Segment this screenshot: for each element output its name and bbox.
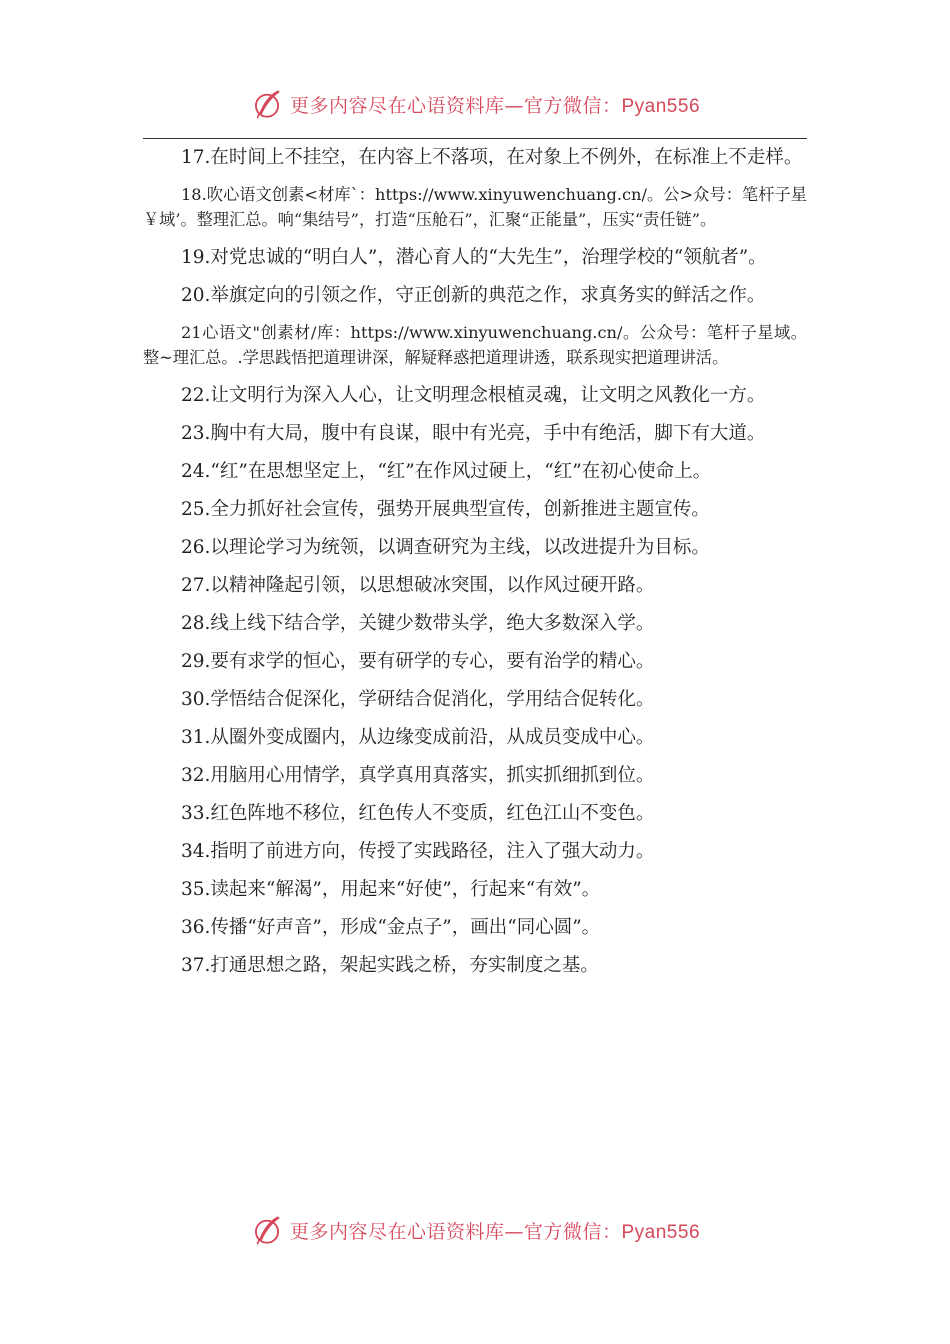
paragraph-20: 20.举旗定向的引领之作，守正创新的典范之作，求真务实的鲜活之作。 xyxy=(181,285,766,306)
paragraph-32: 32.用脑用心用情学，真学真用真落实，抓实抓细抓到位。 xyxy=(181,765,655,786)
footer-text: 更多内容尽在心语资料库—官方微信：Pyan556 xyxy=(289,1220,701,1243)
paragraph-28: 28.线上线下结合学，关键少数带头学，绝大多数深入学。 xyxy=(181,613,655,634)
paragraph-31: 31.从圈外变成圈内，从边缘变成前沿，从成员变成中心。 xyxy=(181,727,655,748)
quill-logo-icon xyxy=(250,87,284,121)
footer-banner xyxy=(0,1210,950,1250)
paragraph-36: 36.传播“好声音”，形成“金点子”，画出“同心圆”。 xyxy=(181,917,601,938)
header-banner xyxy=(0,84,950,124)
paragraph-35: 35.读起来“解渴”，用起来“好使”，行起来“有效”。 xyxy=(181,879,601,900)
paragraph-25: 25.全力抓好社会宣传，强势开展典型宣传，创新推进主题宣传。 xyxy=(181,499,710,520)
quill-logo-icon xyxy=(250,1213,284,1247)
footer-handle: Pyan556 xyxy=(621,1221,701,1243)
paragraph-19: 19.对党忠诚的“明白人”，潜心育人的“大先生”，治理学校的“领航者”。 xyxy=(181,247,767,268)
paragraph-27: 27.以精神隆起引领，以思想破冰突围，以作风过硬开路。 xyxy=(181,575,655,596)
header-divider xyxy=(143,138,807,139)
paragraph-37: 37.打通思想之路，架起实践之桥，夯实制度之基。 xyxy=(181,955,599,976)
paragraph-18: 18.吹心语文创素<材库`：https://www.xinyuwenchuang.cn/。公>众号：笔杆子星￥域’。整理汇总。响“集结号”，打造“压舱石”，汇聚“正能量”，压实“责任链”。 xyxy=(143,185,807,229)
paragraph-22: 22.让文明行为深入人心，让文明理念根植灵魂，让文明之风教化一方。 xyxy=(181,385,766,406)
paragraph-34: 34.指明了前进方向，传授了实践路径，注入了强大动力。 xyxy=(181,841,655,862)
paragraph-21: 21心语文"创素材/库：https://www.xinyuwenchuang.cn/。公众号：笔杆子星域。整~理汇总。.学思践悟把道理讲深，解疑释惑把道理讲透，联系现实把道理讲活。 xyxy=(143,323,807,367)
paragraph-29: 29.要有求学的恒心，要有研学的专心，要有治学的精心。 xyxy=(181,651,655,672)
header-text: 更多内容尽在心语资料库—官方微信：Pyan556 xyxy=(289,94,701,117)
paragraph-24: 24.“红”在思想坚定上，“红”在作风过硬上，“红”在初心使命上。 xyxy=(181,461,712,482)
header-handle: Pyan556 xyxy=(621,95,701,117)
paragraph-26: 26.以理论学习为统领，以调查研究为主线，以改进提升为目标。 xyxy=(181,537,710,558)
paragraph-17: 17.在时间上不挂空，在内容上不落项，在对象上不例外，在标准上不走样。 xyxy=(181,147,803,168)
paragraph-30: 30.学悟结合促深化，学研结合促消化，学用结合促转化。 xyxy=(181,689,655,710)
paragraph-23: 23.胸中有大局，腹中有良谋，眼中有光亮，手中有绝活，脚下有大道。 xyxy=(181,423,766,444)
paragraph-33: 33.红色阵地不移位，红色传人不变质，红色江山不变色。 xyxy=(181,803,655,824)
document-body xyxy=(143,143,807,978)
